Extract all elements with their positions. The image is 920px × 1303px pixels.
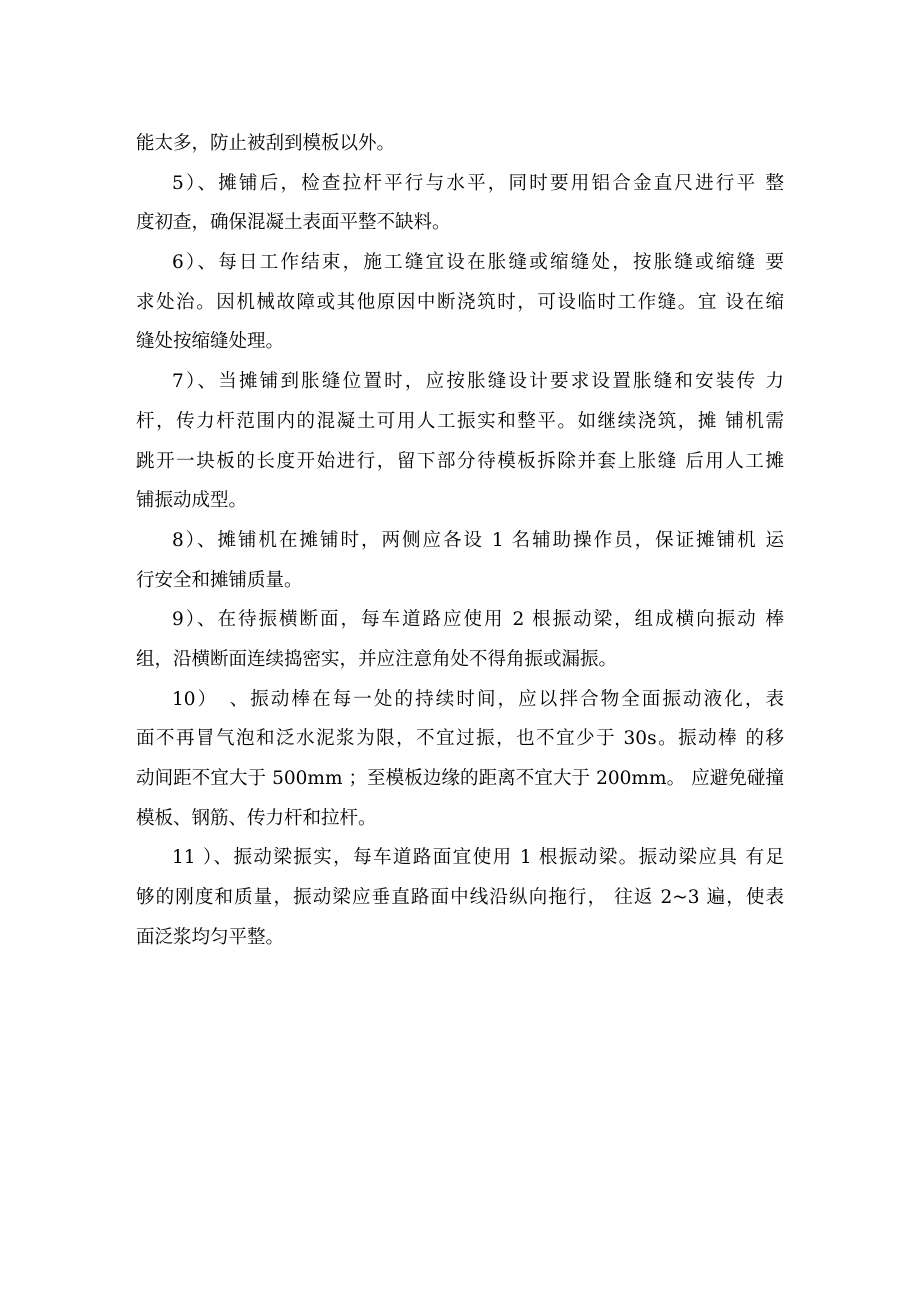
paragraph-item-10 [136,680,784,839]
document-body [136,124,784,957]
text-line: 度初查，确保混凝土表面平整不缺料。 [136,212,451,234]
text-line: 铺振动成型。 [136,490,248,512]
text-line: 10） 、振动棒在每一处的持续时间，应以拌合物全面振动液化，表 [172,688,784,710]
text-line: 8）、摊铺机在摊铺时，两侧应各设 1 名辅助操作员，保证摊铺机 运 [172,529,784,551]
text-line: 够的刚度和质量，振动梁应垂直路面中线沿纵向拖行， 往返 2~3 遍，使表 [136,887,784,909]
text-line: 6）、每日工作结束，施工缝宜设在胀缝或缩缝处，按胀缝或缩缝 要 [172,252,784,274]
text-line: 能太多，防止被刮到模板以外。 [136,133,396,154]
text-line: 跳开一块板的长度开始进行，留下部分待模板拆除并套上胀缝 后用人工摊 [136,450,784,472]
text-line: 面泛浆均匀平整。 [136,926,285,948]
text-line: 5）、摊铺后，检查拉杆平行与水平，同时要用铝合金直尺进行平 整 [172,172,784,194]
text-line: 面不再冒气泡和泛水泥浆为限，不宜过振，也不宜少于 30s。振动棒 的移 [136,728,784,750]
paragraph-continuation [136,124,784,164]
text-line: 缝处按缩缝处理。 [136,331,285,353]
text-line: 行安全和摊铺质量。 [136,569,303,591]
text-line: 11 ）、振动梁振实，每车道路面宜使用 1 根振动梁。振动梁应具 有足 [172,847,784,869]
paragraph-item-5 [136,164,784,243]
text-line: 7）、当摊铺到胀缝位置时，应按胀缝设计要求设置胀缝和安装传 力 [172,371,784,393]
text-line: 动间距不宜大于 500mm ；至模板边缘的距离不宜大于 200mm。 应避免碰撞 [136,768,784,789]
paragraph-item-6 [136,243,784,362]
text-line: 9）、在待振横断面，每车道路应使用 2 根振动梁，组成横向振动 棒 [172,609,784,631]
paragraph-item-11 [136,838,784,957]
text-line: 求处治。因机械故障或其他原因中断浇筑时，可设临时工作缝。宜 设在缩 [136,291,784,313]
paragraph-item-7 [136,362,784,521]
text-line: 组，沿横断面连续捣密实，并应注意角处不得角振或漏振。 [136,648,618,670]
paragraph-item-8 [136,521,784,600]
text-line: 模板、钢筋、传力杆和拉杆。 [136,807,377,829]
text-line: 杆，传力杆范围内的混凝土可用人工振实和整平。如继续浇筑，摊 铺机需 [136,410,784,432]
paragraph-item-9 [136,600,784,679]
